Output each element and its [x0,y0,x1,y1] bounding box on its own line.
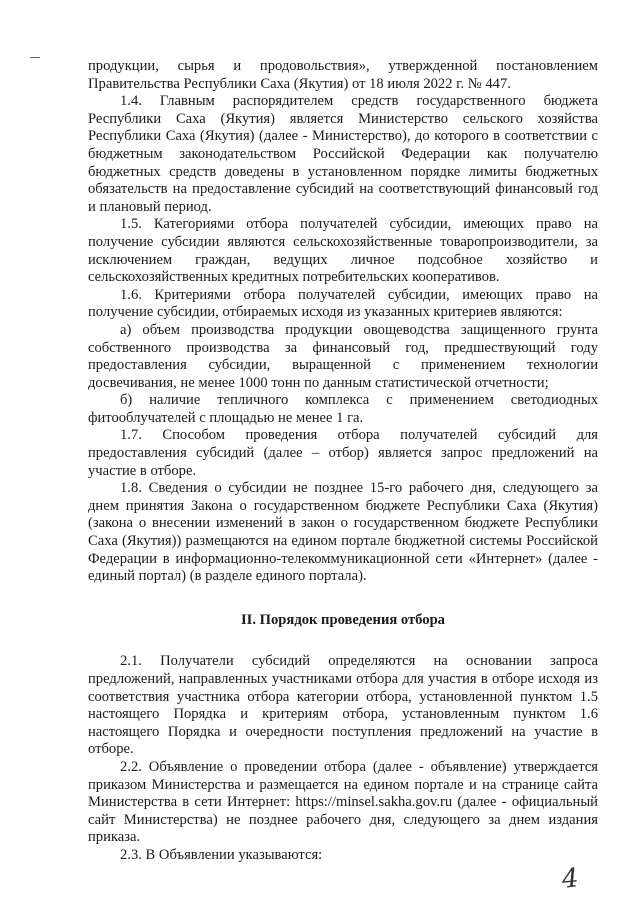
margin-mark [30,57,40,58]
paragraph-1-5: 1.5. Категориями отбора получателей субсидии, имеющих право на получение субсидии являются сельскохозяйственные товаропроизводители, за исключением граждан, ведущих личное подсобное хозяйство и сельскохозяйственных кредитных потребительских кооперативов. [88,216,598,286]
paragraph-2-3: 2.3. В Объявлении указываются: [120,846,323,863]
paragraph-1-6-b: б) наличие тепличного комплекса с применением светодиодных фитооблучателей с площадью не менее 1 га. [88,392,598,426]
section-heading: II. Порядок проведения отбора [241,611,445,628]
paragraph-1-6: 1.6. Критериями отбора получателей субсидии, имеющих право на получение субсидии, отбираемых исходя из указанных критериев являются: [88,286,598,321]
paragraph-1-8: 1.8. Сведения о субсидии не позднее 15-го рабочего дня, следующего за днем принятия Закона о государственном бюджете Республики Саха (Якутия) (закона о внесении изменений в закон о государственном бюджете Республики Саха (Якутия)) размещаются на едином портале бюджетной системы Российской Федерации в информационно-телекоммуникационной сети «Интернет» (далее - единый портал) (в разделе единого портала). [88,480,598,585]
paragraph-continuation: продукции, сырья и продовольствия», утвержденной постановлением Правительства Республики Саха (Якутия) от 18 июля 2022 г. № 447. [88,58,598,92]
paragraph-2-1: 2.1. Получатели субсидий определяются на основании запроса предложений, направленных участниками отбора для участия в отборе исходя из соответствия участника отбора категории отбора, установленной пунктом 1.5 настоящего Порядка и критериям отбора, установленным пунктом 1.6 настоящего Порядка и очередности поступления предложений на участие в отборе. [88,653,598,758]
page-number: 4 [560,863,581,895]
paragraph-1-6-a: а) объем производства продукции овощеводства защищенного грунта собственного производства за финансовый год, предшествующий году предоставления субсидии, выращенной с применением технологии досвечивания, не менее 1000 тонн по данным статистической отчетности; [88,321,598,391]
document-body [88,58,598,865]
paragraph-1-7: 1.7. Способом проведения отбора получателей субсидий для предоставления субсидий (далее – отбор) является запрос предложений на участие в отборе. [88,427,598,479]
paragraph-2-2: 2.2. Объявление о проведении отбора (далее - объявление) утверждается приказом Министерства и размещается на едином портале и на странице сайта Министерства в сети Интернет: https://minsel.sakha.gov.ru (далее - официальный сайт Министерства) не позднее рабочего дня, следующего за днем издания приказа. [88,758,598,846]
paragraph-1-4: 1.4. Главным распорядителем средств государственного бюджета Республики Саха (Якутия) является Министерство сельского хозяйства Республики Саха (Якутия) (далее - Министерство), до которого в соответствии с бюджетным законодательством Российской Федерации как получателю бюджетных средств доведены в установленном порядке лимиты бюджетных обязательств на предоставление субсидий на соответствующий финансовый год и плановый период. [88,93,598,215]
